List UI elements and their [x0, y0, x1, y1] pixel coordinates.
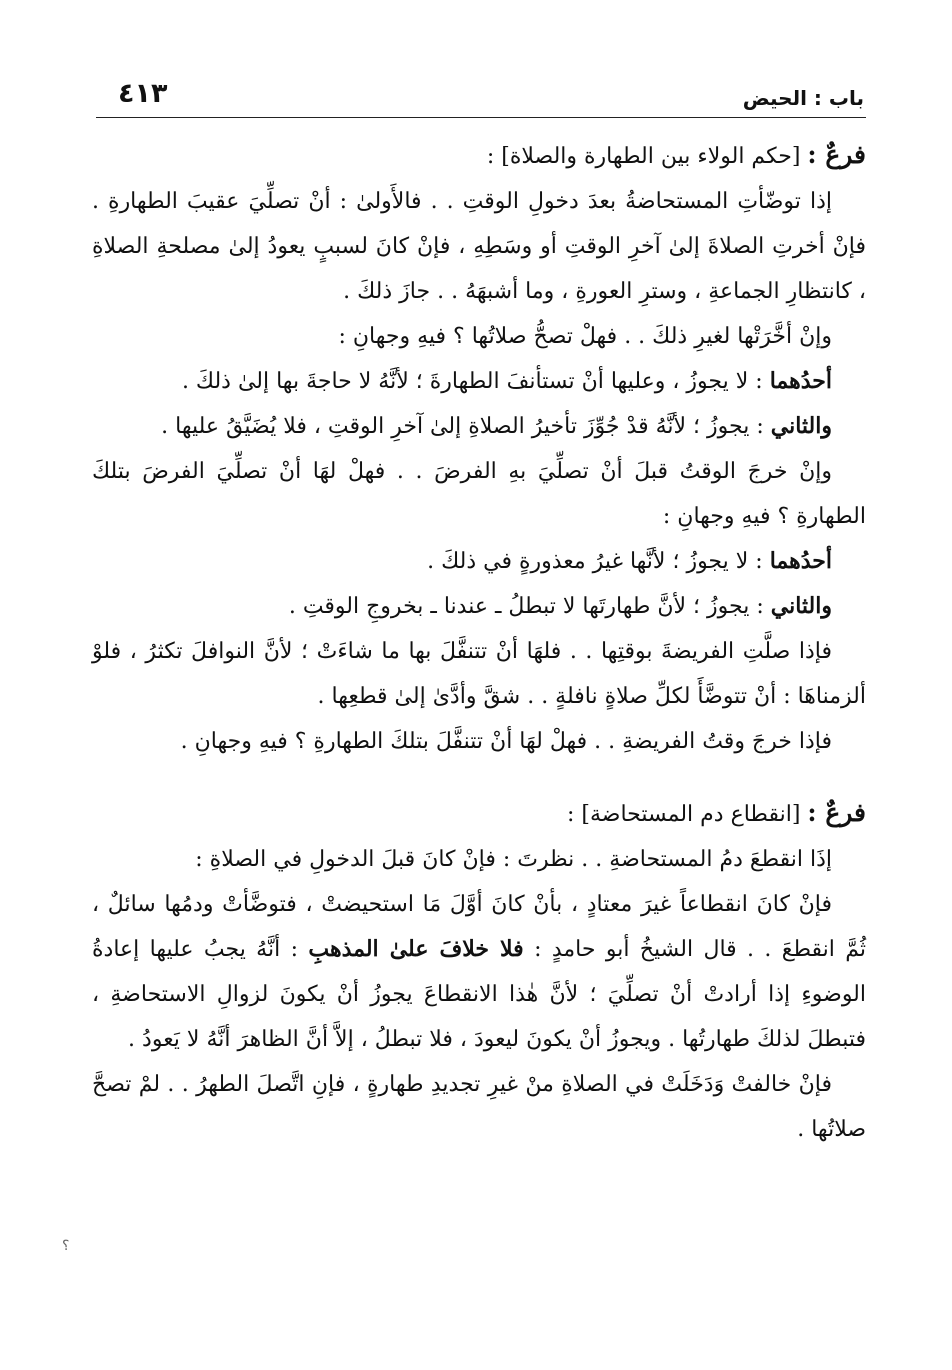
opinion-text: : يجوزُ ؛ لأنَّهُ قدْ جُوِّزَ تأخيرُ الصلاةِ إلىٰ آخرِ الوقتِ ، فلا يُضَيَّقُ عليها .	[161, 414, 764, 439]
opinion-label: والثاني	[770, 593, 832, 619]
paragraph: وإنْ خرجَ الوقتُ قبلَ أنْ تصلِّيَ بهِ الفرضَ . . فهلْ لهَا أنْ تصلِّيَ الفرضَ بتلكَ الطهارةِ ؟ فيهِ وجهانِ :	[92, 459, 866, 529]
far-label: فرعٌ :	[807, 140, 866, 169]
emphasis-text: فلا خلافَ علىٰ المذهبِ	[308, 936, 524, 962]
opinion-text: : لا يجوزُ ، وعليها أنْ تستأنفَ الطهارةَ ؛ لأنَّهُ لا حاجةَ بها إلىٰ ذلكَ .	[181, 369, 763, 394]
section-heading	[92, 132, 866, 179]
header-divider	[96, 117, 866, 118]
paragraph	[92, 882, 866, 1062]
opinion-text: : يجوزُ ؛ لأنَّ طهارتَها لا تبطلُ ـ عندنا ـ بخروجِ الوقتِ .	[288, 594, 764, 619]
paragraph	[92, 539, 866, 584]
opinion-label: والثاني	[770, 413, 832, 439]
paragraph-text: : أنَّهُ يجبُ عليها إعادةُ الوضوءِ إذا أرادتْ أنْ تصلِّيَ ؛ لأنَّ هٰذا الانقطاعَ يجوزُ أنْ يكونَ لزوالِ الاستحاضةِ ، فتبطلَ لذلكَ طهارتُها . ويجوزُ أنْ يكونَ ليعودَ ، فلا تبطلُ ، إلاَّ أنَّ الظاهرَ أنَّهُ لا يَعودُ .	[92, 937, 866, 1052]
chapter-title: باب : الحيض	[742, 86, 864, 110]
margin-mark: ؟	[62, 1238, 70, 1254]
section-title: [حكم الولاء بين الطهارة والصلاة] :	[486, 144, 801, 169]
opinion-text: : لا يجوزُ ؛ لأنَّها غيرُ معذورةٍ في ذلكَ .	[427, 549, 763, 574]
section-heading	[92, 790, 866, 837]
paragraph: إذا توضّأتِ المستحاضةُ بعدَ دخولِ الوقتِ . . فالأَولىٰ : أنْ تصلِّيَ عقيبَ الطهارةِ . فإنْ أخرتِ الصلاةَ إلىٰ آخرِ الوقتِ أو وسَطِهِ ، فإنْ كانَ لسببٍ يعودُ إلىٰ مصلحةِ الصلاةِ ، كانتظارِ الجماعةِ ، وسترِ العورةِ ، وما أشبهَهُ . . جازَ ذلكَ .	[92, 189, 866, 304]
far-label: فرعٌ :	[807, 798, 866, 827]
opinion-label: أحدُهما	[769, 548, 832, 574]
paragraph	[92, 359, 866, 404]
paragraph: إذَا انقطعَ دمُ المستحاضةِ . . نظرتَ : فإنْ كانَ قبلَ الدخولِ في الصلاةِ :	[195, 847, 832, 872]
section-gap	[92, 764, 866, 790]
paragraph: فإذا صلَّتِ الفريضةَ بوقتِها . . فلهَا أنْ تتنفَّلَ بها ما شاءَتْ ؛ لأنَّ النوافلَ تكثرُ ، فلوْ ألزمناهَا : أنْ تتوضَّأَ لكلِّ صلاةٍ نافلةٍ . . شقَّ وأدَّىٰ إلىٰ قطعِها .	[92, 639, 866, 709]
paragraph-text: فإنْ كانَ انقطاعاً غيرَ معتادٍ ، بأنْ كانَ أوَّلَ مَا استحيضتْ ، فتوضَّأتْ ودمُها سائلٌ ، ثُمَّ انقطعَ . . قال الشيخُ أبو حامدٍ :	[92, 892, 867, 962]
paragraph: فإذا خرجَ وقتُ الفريضةِ . . فهلْ لهَا أنْ تتنفَّلَ بتلكَ الطهارةِ ؟ فيهِ وجهانِ .	[180, 729, 832, 754]
paragraph	[92, 584, 866, 629]
paragraph: وإنْ أخَّرَتْها لغيرِ ذلكَ . . فهلْ تصحُّ صلاتُها ؟ فيهِ وجهانِ :	[338, 324, 832, 349]
opinion-label: أحدُهما	[769, 368, 832, 394]
page-number: ٤١٣	[118, 78, 168, 109]
section-title: [انقطاع دم المستحاضة] :	[567, 802, 801, 827]
paragraph	[92, 404, 866, 449]
paragraph: فإنْ خالفتْ وَدَخَلَتْ في الصلاةِ منْ غيرِ تجديدِ طهارةٍ ، فإنِ اتَّصلَ الطهرُ . . لمْ تصحَّ صلاتُها .	[92, 1072, 866, 1142]
page-body	[92, 132, 866, 1152]
